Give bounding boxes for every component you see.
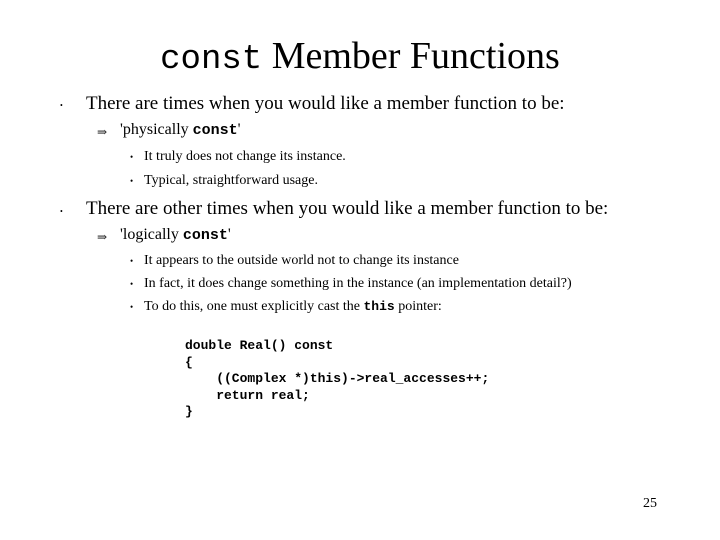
- sub-bullet-text: [120, 225, 231, 246]
- arrow-icon: ⇒: [97, 125, 108, 139]
- sub-bullet-code: const: [192, 122, 238, 139]
- bullet-text: There are times when you would like a member function to be:: [86, 93, 565, 114]
- sub-bullet-code: const: [182, 227, 228, 244]
- list-item-text-before: To do this, one must explicitly cast the: [144, 299, 364, 314]
- title-text: Member Functions: [262, 35, 560, 77]
- sub-bullet-suffix: ': [227, 226, 231, 243]
- bullet-marker: •: [60, 101, 63, 110]
- page-number: 25: [643, 496, 657, 511]
- list-item-marker: •: [130, 279, 134, 289]
- sub-bullet-text: [120, 120, 241, 141]
- sub-bullet-prefix: 'logically: [120, 226, 183, 243]
- list-item-marker: •: [130, 176, 134, 186]
- bullet-text: There are other times when you would like a member function to be:: [86, 198, 609, 219]
- list-item-marker: •: [130, 152, 134, 162]
- list-item-marker: •: [130, 256, 134, 266]
- sub-bullet-prefix: 'physically: [120, 121, 193, 138]
- list-item: Typical, straightforward usage.: [144, 173, 318, 188]
- list-item-marker: •: [130, 302, 134, 312]
- code-block: double Real() const { ((Complex *)this)->real_accesses++; return real; }: [185, 338, 490, 419]
- title-code: const: [160, 41, 263, 79]
- list-item: In fact, it does change something in the instance (an implementation detail?): [144, 276, 572, 291]
- list-item-code: this: [363, 299, 395, 314]
- list-item-text-after: pointer:: [394, 299, 442, 314]
- arrow-icon: ⇒: [97, 230, 108, 244]
- list-item: It appears to the outside world not to change its instance: [144, 253, 459, 268]
- list-item: [144, 298, 442, 316]
- bullet-marker: •: [60, 207, 63, 216]
- list-item: It truly does not change its instance.: [144, 149, 346, 164]
- slide-title: [0, 34, 720, 82]
- sub-bullet-suffix: ': [237, 121, 241, 138]
